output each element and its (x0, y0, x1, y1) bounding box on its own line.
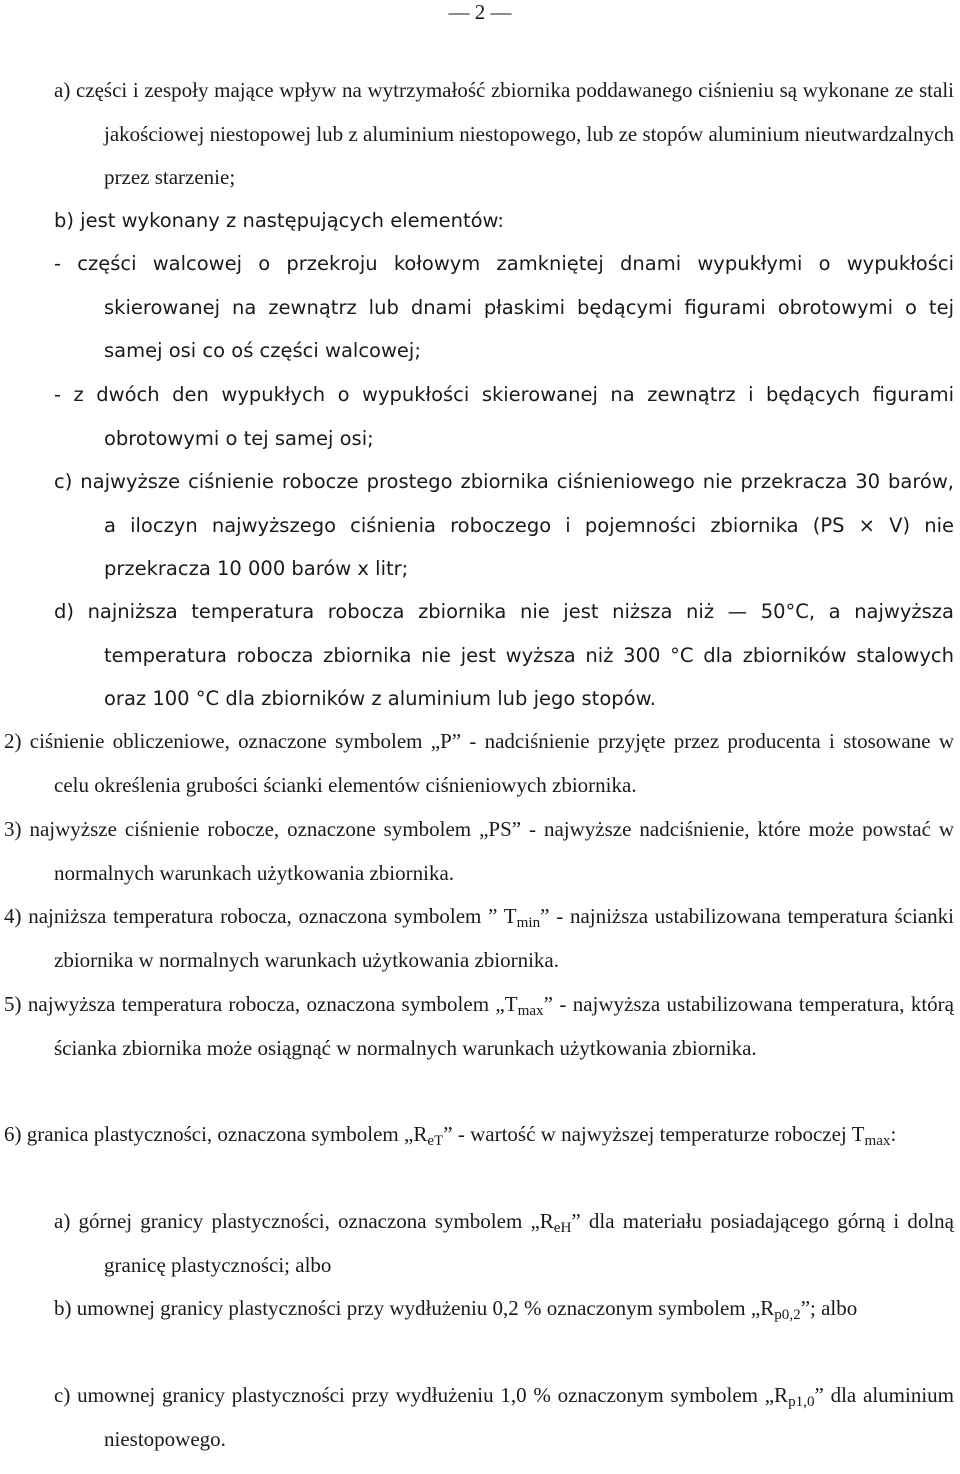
item-a-materials: a) części i zespoły mające wpływ na wytrzymałość zbiornika poddawanego ciśnieniu są wykonane ze stali jakościowej niestopowej lub z aluminium niestopowego, lub ze stopów aluminium nieutwardzalnych przez starzenie; (54, 78, 954, 189)
subscript: min (516, 915, 541, 932)
definition-4-min-temperature (4, 895, 954, 982)
item-d-temperature: d) najniższa temperatura robocza zbiornika nie jest niższa niż — 50°C, a najwyższa temperatura robocza zbiornika nie jest wyższa niż 300 °C dla zbiorników stalowych oraz 100 °C dla zbiorników z aluminium lub jego stopów. (54, 600, 954, 710)
subscript: eH (553, 1220, 572, 1237)
text: ” - najwyższa ustabilizowana temperatura, którą ścianka zbiornika może osiągnąć w normalnych warunkach użytkowania zbiornika. (54, 992, 954, 1060)
text: ” - wartość w najwyższej temperaturze roboczej T (443, 1122, 865, 1146)
definition-6b-proof-02 (54, 1287, 954, 1331)
definition-6a-upper-yield (54, 1200, 954, 1287)
definition-3-max-working-pressure: 3) najwyższe ciśnienie robocze, oznaczone symbolem „PS” - najwyższe nadciśnienie, które może powstać w normalnych warunkach użytkowania zbiornika. (4, 817, 954, 885)
text: c) umownej granicy plastyczności przy wydłużeniu 1,0 % oznaczonym symbolem „R (54, 1383, 789, 1407)
text: ” dla aluminium niestopowego. (104, 1383, 954, 1451)
definition-6-yield-strength (4, 1113, 954, 1157)
text: 4) najniższa temperatura robocza, oznaczona symbolem ” T (4, 904, 517, 928)
text: ” - najniższa ustabilizowana temperatura ścianki zbiornika w normalnych warunkach użytkowania zbiornika. (54, 904, 955, 972)
subscript: max (864, 1133, 891, 1150)
subscript: p1,0 (788, 1394, 815, 1411)
definition-6c-proof-10 (54, 1374, 954, 1461)
definition-5-max-temperature (4, 983, 954, 1070)
text: a) górnej granicy plastyczności, oznaczona symbolem „R (54, 1209, 554, 1233)
item-b-elements: b) jest wykonany z następujących elementów: (54, 209, 505, 232)
text: ” dla materiału posiadającego górną i dolną granicę plastyczności; albo (104, 1209, 954, 1277)
page-number: — 2 — (448, 0, 512, 24)
text: ”; albo (800, 1296, 858, 1320)
item-dash-two-ends: - z dwóch den wypukłych o wypukłości skierowanej na zewnątrz i będących figurami obrotowymi o tej samej osi; (54, 383, 954, 450)
text: : (890, 1122, 897, 1146)
item-dash-cylindrical: - części walcowej o przekroju kołowym zamkniętej dnami wypukłymi o wypukłości skierowanej na zewnątrz lub dnami płaskimi będącymi figurami obrotowymi o tej samej osi co oś części walcowej; (54, 252, 954, 362)
text: b) umownej granicy plastyczności przy wydłużeniu 0,2 % oznaczonym symbolem „R (54, 1296, 775, 1320)
text: 6) granica plastyczności, oznaczona symbolem „R (4, 1122, 428, 1146)
subscript: eT (427, 1133, 444, 1150)
item-c-pressure: c) najwyższe ciśnienie robocze prostego zbiornika ciśnieniowego nie przekracza 30 barów, a iloczyn najwyższego ciśnienia roboczego i pojemności zbiornika (PS × V) nie przekracza 10 000 barów x litr; (54, 470, 954, 580)
subscript: max (517, 1003, 544, 1020)
definition-2-design-pressure: 2) ciśnienie obliczeniowe, oznaczone symbolem „P” - nadciśnienie przyjęte przez producenta i stosowane w celu określenia grubości ścianki elementów ciśnieniowych zbiornika. (4, 729, 954, 797)
text: 5) najwyższa temperatura robocza, oznaczona symbolem „T (4, 992, 518, 1016)
subscript: p0,2 (774, 1307, 801, 1324)
